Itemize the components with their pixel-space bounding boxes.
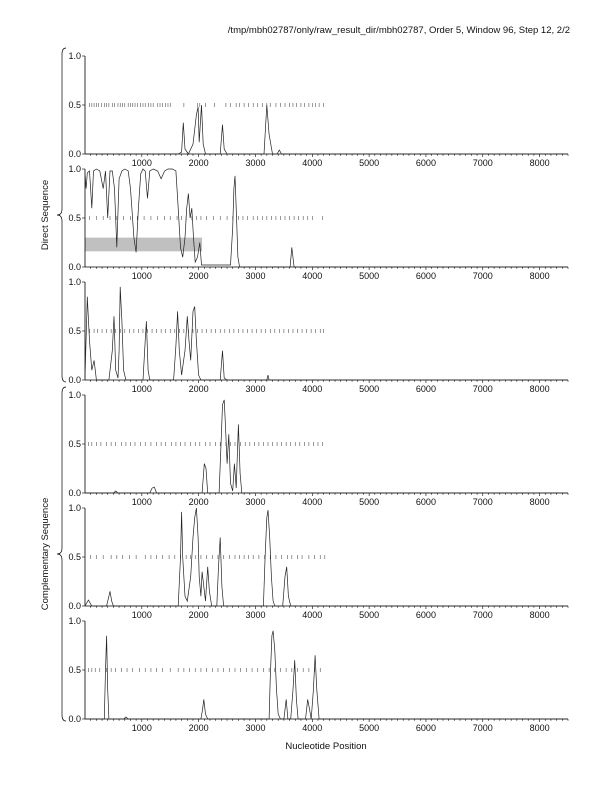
y-tick-label: 0.5 bbox=[68, 100, 81, 110]
y-tick-label: 0.0 bbox=[68, 601, 81, 611]
x-tick-label: 8000 bbox=[529, 610, 550, 620]
x-tick-label: 4000 bbox=[302, 271, 323, 281]
x-tick-label: 6000 bbox=[415, 723, 436, 733]
x-tick-label: 2000 bbox=[188, 271, 209, 281]
x-tick-label: 4000 bbox=[302, 384, 323, 394]
x-tick-label: 3000 bbox=[245, 723, 266, 733]
x-tick-label: 6000 bbox=[415, 384, 436, 394]
x-tick-label: 1000 bbox=[131, 497, 152, 507]
x-tick-label: 7000 bbox=[472, 158, 493, 168]
y-tick-label: 1.0 bbox=[68, 51, 81, 61]
x-tick-label: 8000 bbox=[529, 723, 550, 733]
x-tick-label: 3000 bbox=[245, 158, 266, 168]
group-2 bbox=[40, 387, 66, 721]
x-tick-label: 2000 bbox=[188, 610, 209, 620]
x-tick-label: 5000 bbox=[359, 158, 380, 168]
x-tick-label: 2000 bbox=[188, 384, 209, 394]
x-tick-label: 1000 bbox=[131, 158, 152, 168]
panel-1 bbox=[68, 51, 568, 168]
x-tick-label: 3000 bbox=[245, 497, 266, 507]
y-tick-label: 1.0 bbox=[68, 616, 81, 626]
x-tick-label: 7000 bbox=[472, 723, 493, 733]
x-tick-label: 5000 bbox=[359, 723, 380, 733]
y-tick-label: 1.0 bbox=[68, 503, 81, 513]
series-line bbox=[85, 400, 568, 493]
y-tick-label: 1.0 bbox=[68, 390, 81, 400]
y-tick-label: 0.5 bbox=[68, 552, 81, 562]
y-tick-label: 0.0 bbox=[68, 262, 81, 272]
x-tick-label: 6000 bbox=[415, 158, 436, 168]
x-tick-label: 5000 bbox=[359, 610, 380, 620]
groups-layer bbox=[40, 48, 66, 721]
y-tick-label: 0.0 bbox=[68, 375, 81, 385]
y-tick-label: 0.0 bbox=[68, 714, 81, 724]
chart-header: /tmp/mbh02787/only/raw_result_dir/mbh02787, Order 5, Window 96, Step 12, 2/2 bbox=[227, 25, 570, 36]
group-brace bbox=[57, 48, 66, 382]
series-line bbox=[85, 105, 568, 154]
x-tick-label: 1000 bbox=[131, 610, 152, 620]
x-tick-label: 8000 bbox=[529, 384, 550, 394]
x-tick-label: 3000 bbox=[245, 384, 266, 394]
x-tick-label: 4000 bbox=[302, 158, 323, 168]
y-tick-label: 1.0 bbox=[68, 164, 81, 174]
x-tick-label: 7000 bbox=[472, 497, 493, 507]
group-label: Complementary Sequence bbox=[40, 497, 51, 611]
x-tick-label: 1000 bbox=[131, 271, 152, 281]
x-tick-label: 2000 bbox=[188, 723, 209, 733]
panels-layer bbox=[68, 51, 568, 733]
x-tick-label: 6000 bbox=[415, 497, 436, 507]
x-tick-label: 4000 bbox=[302, 610, 323, 620]
x-tick-label: 7000 bbox=[472, 384, 493, 394]
series-line bbox=[85, 631, 568, 719]
x-tick-label: 3000 bbox=[245, 610, 266, 620]
y-tick-label: 0.5 bbox=[68, 326, 81, 336]
x-tick-label: 1000 bbox=[131, 723, 152, 733]
x-tick-label: 8000 bbox=[529, 271, 550, 281]
group-brace bbox=[57, 387, 66, 721]
series-line bbox=[85, 508, 568, 606]
y-tick-label: 1.0 bbox=[68, 277, 81, 287]
panel-6 bbox=[68, 616, 568, 733]
y-tick-label: 0.5 bbox=[68, 439, 81, 449]
y-tick-label: 0.5 bbox=[68, 665, 81, 675]
group-label: Direct Sequence bbox=[40, 179, 51, 251]
x-tick-label: 5000 bbox=[359, 497, 380, 507]
panel-2 bbox=[68, 164, 568, 281]
x-tick-label: 2000 bbox=[188, 497, 209, 507]
x-tick-label: 1000 bbox=[131, 384, 152, 394]
x-tick-label: 7000 bbox=[472, 610, 493, 620]
panel-4 bbox=[68, 390, 568, 507]
x-tick-label: 2000 bbox=[188, 158, 209, 168]
panel-3 bbox=[68, 277, 568, 394]
group-1 bbox=[40, 48, 66, 382]
x-tick-label: 3000 bbox=[245, 271, 266, 281]
x-tick-label: 6000 bbox=[415, 271, 436, 281]
x-tick-label: 6000 bbox=[415, 610, 436, 620]
x-tick-label: 7000 bbox=[472, 271, 493, 281]
y-tick-label: 0.0 bbox=[68, 488, 81, 498]
x-axis-label: Nucleotide Position bbox=[285, 741, 367, 752]
x-tick-label: 8000 bbox=[529, 497, 550, 507]
x-tick-label: 5000 bbox=[359, 271, 380, 281]
series-line bbox=[85, 287, 568, 380]
panel-5 bbox=[68, 503, 568, 620]
y-tick-label: 0.0 bbox=[68, 149, 81, 159]
x-tick-label: 4000 bbox=[302, 723, 323, 733]
y-tick-label: 0.5 bbox=[68, 213, 81, 223]
x-tick-label: 5000 bbox=[359, 384, 380, 394]
x-tick-label: 4000 bbox=[302, 497, 323, 507]
x-tick-label: 8000 bbox=[529, 158, 550, 168]
